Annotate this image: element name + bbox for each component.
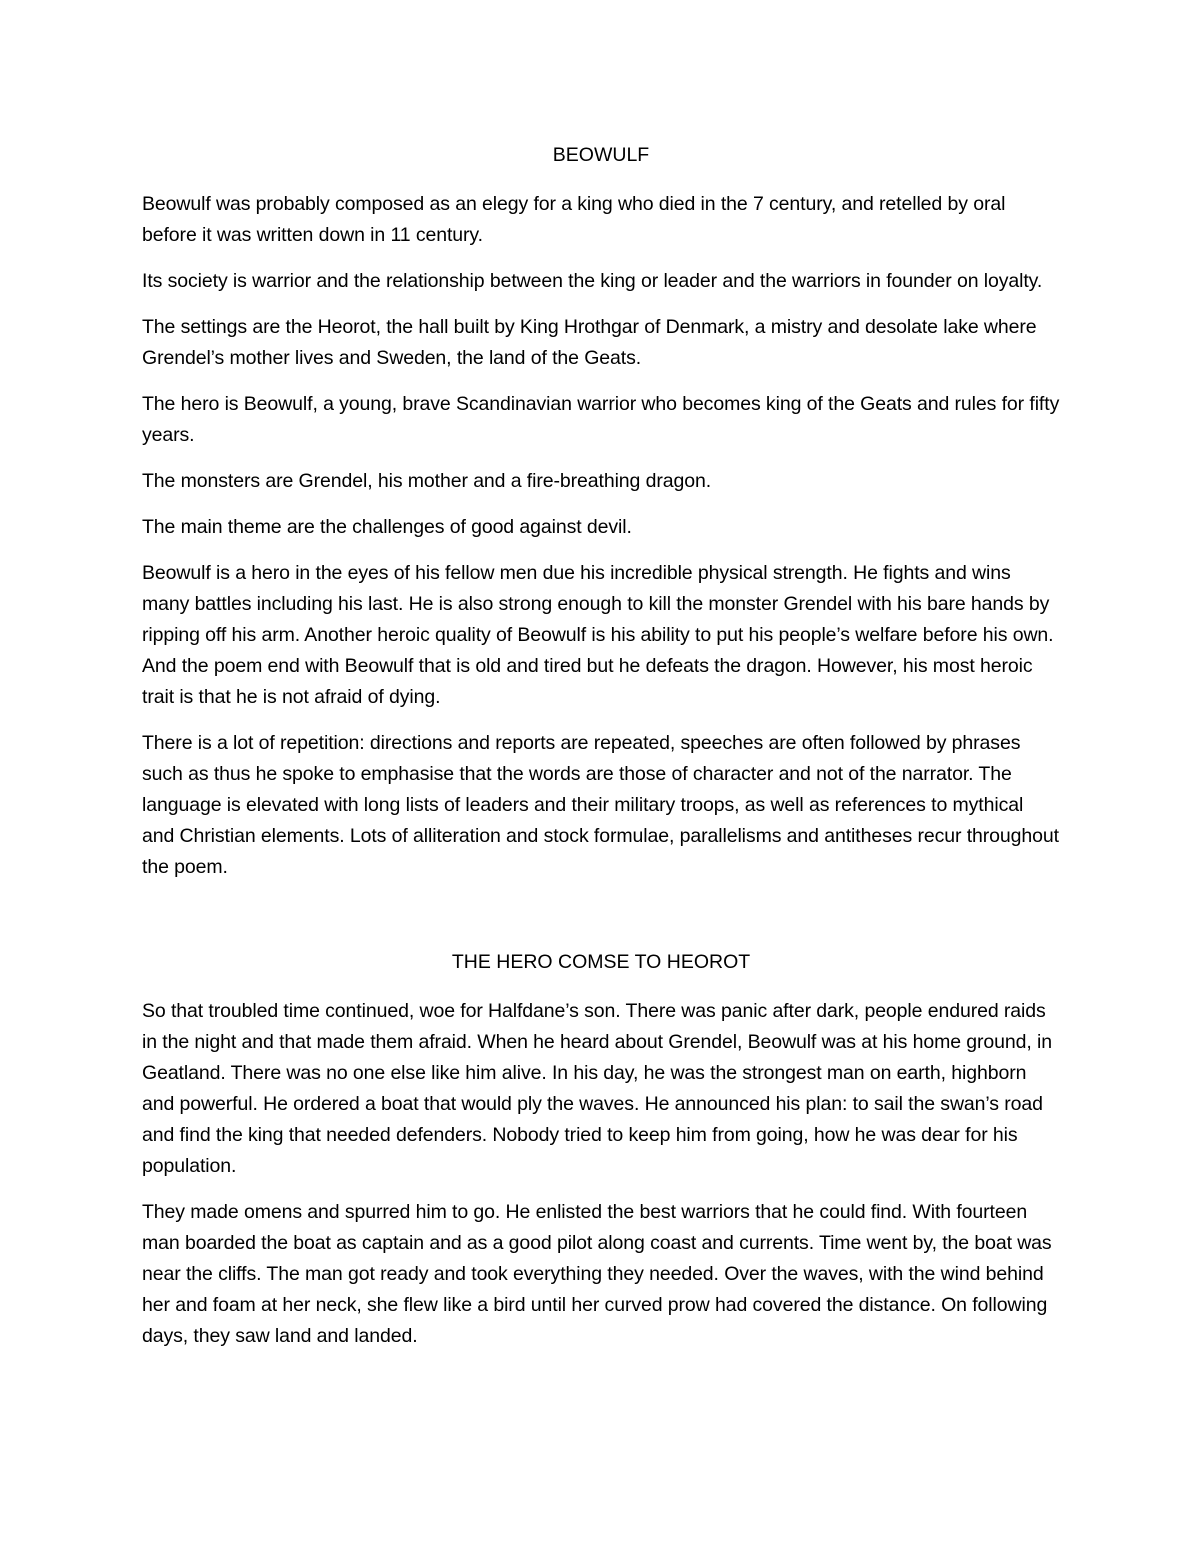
paragraph: Its society is warrior and the relationship between the king or leader and the warriors in founder on loyalty. — [142, 270, 1043, 292]
paragraph: So that troubled time continued, woe for Halfdane’s son. There was panic after dark, people endured raids in the night and that made them afraid. When he heard about Grendel, Beowulf was at his home ground, in Geatland. There was no one else like him alive. In his day, he was the strongest man on earth, highborn and powerful. He ordered a boat that would ply the waves. He announced his plan: to sail the swan’s road and find the king that needed defenders. Nobody tried to keep him from going, how he was dear for his population. — [142, 1000, 1053, 1177]
paragraph: The monsters are Grendel, his mother and a fire-breathing dragon. — [142, 470, 712, 492]
paragraph: Beowulf is a hero in the eyes of his fellow men due his incredible physical strength. He fights and wins many battles including his last. He is also strong enough to kill the monster Grendel with his bare hands by ripping off his arm. Another heroic quality of Beowulf is his ability to put his people’s welfare before his own. And the poem end with Beowulf that is old and tired but he defeats the dragon. However, his most heroic trait is that he is not afraid of dying. — [142, 562, 1054, 708]
paragraph: Beowulf was probably composed as an elegy for a king who died in the 7 century, and retelled by oral before it was written down in 11 century. — [142, 193, 1006, 246]
section-title: THE HERO COMSE TO HEOROT — [451, 951, 751, 973]
paragraph: The hero is Beowulf, a young, brave Scandinavian warrior who becomes king of the Geats and rules for fifty years. — [142, 393, 1060, 446]
paragraph: The main theme are the challenges of good against devil. — [142, 516, 632, 538]
paragraph: The settings are the Heorot, the hall built by King Hrothgar of Denmark, a mistry and desolate lake where Grendel’s mother lives and Sweden, the land of the Geats. — [142, 316, 1037, 369]
document-body — [142, 140, 1060, 1367]
paragraph: There is a lot of repetition: directions and reports are repeated, speeches are often followed by phrases such as thus he spoke to emphasise that the words are those of character and not of the narrator. The language is elevated with long lists of leaders and their military troops, as well as references to mythical and Christian elements. Lots of alliteration and stock formulae, parallelisms and antitheses recur throughout the poem. — [142, 732, 1059, 878]
paragraph: They made omens and spurred him to go. He enlisted the best warriors that he could find. With fourteen man boarded the boat as captain and as a good pilot along coast and currents. Time went by, the boat was near the cliffs. The man got ready and took everything they needed. Over the waves, with the wind behind her and foam at her neck, she flew like a bird until her curved prow had covered the distance. On following days, they saw land and landed. — [142, 1201, 1052, 1347]
document-title: BEOWULF — [552, 144, 650, 166]
